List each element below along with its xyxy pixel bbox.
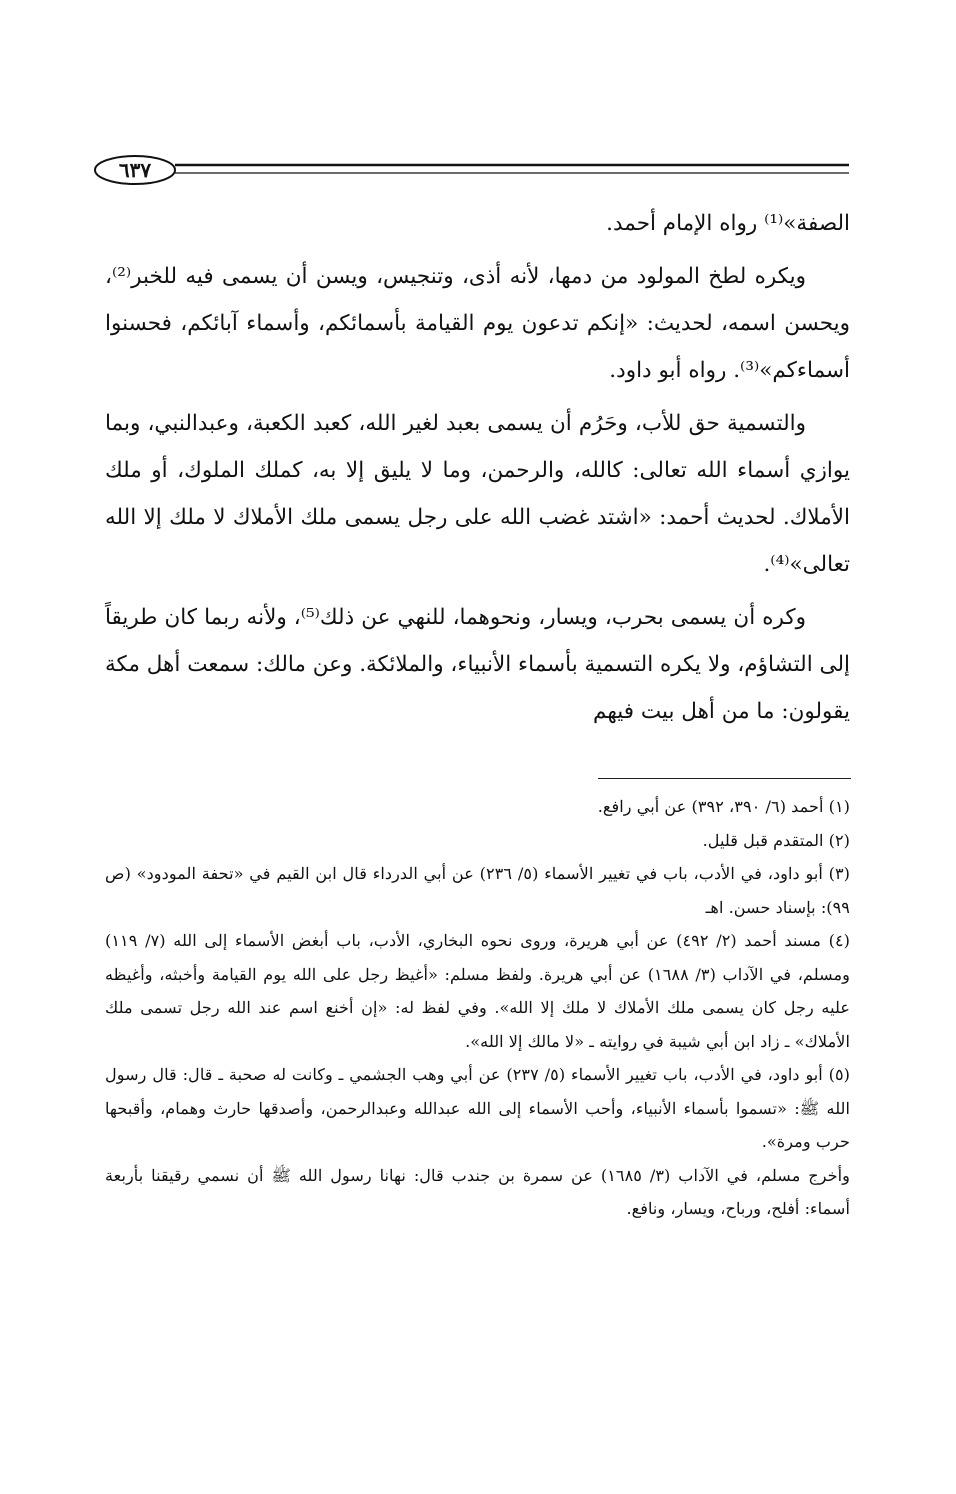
- footnote: (٤) مسند أحمد (٢/ ٤٩٢) عن أبي هريرة، وروى نحوه البخاري، الأدب، باب أبغض الأسماء إلى الله (٧/ ١١٩) ومسلم، في الآداب (٣/ ١٦٨٨) عن أبي هريرة. ولفظ مسلم: «أغيظ رجل على الله يوم القيامة وأخبثه، وأغيظه عليه رجل كان يسمى ملك الأملاك لا ملك إلا الله». وفي لفظ له: «إن أخنع اسم عند الله رجل تسمى ملك الأملاك» ـ زاد ابن أبي شيبة في روايته ـ «لا مالك إلا الله».: [105, 931, 850, 1051]
- paragraph: وكره أن يسمى بحرب، ويسار، ونحوهما، للنهي عن ذلك⁽⁵⁾، ولأنه ربما كان طريقاً إلى التشاؤم، ولا يكره التسمية بأسماء الأنبياء، والملائكة. وعن مالك: سمعت أهل مكة يقولون: ما من أهل بيت فيهم: [105, 605, 850, 724]
- main-text: [105, 200, 850, 741]
- footnote: (٥) أبو داود، في الأدب، باب تغيير الأسماء (٥/ ٢٣٧) عن أبي وهب الجشمي ـ وكانت له صحبة ـ قال: قال رسول الله ﷺ: «تسموا بأسماء الأنبياء، وأحب الأسماء إلى الله عبدالله وعبدالرحمن، وأصدقها حارث وهمام، وأقبحها حرب ومرة».: [105, 1065, 850, 1151]
- footnote: (١) أحمد (٦/ ٣٩٠، ٣٩٢) عن أبي رافع.: [597, 797, 850, 816]
- footnote: وأخرج مسلم، في الآداب (٣/ ١٦٨٥) عن سمرة بن جندب قال: نهانا رسول الله ﷺ أن نسمي رقيقنا بأربعة أسماء: أفلح، ورباح، ويسار، ونافع.: [105, 1165, 850, 1218]
- page-number: ٦٣٧: [118, 158, 152, 182]
- paragraph: ويكره لطخ المولود من دمها، لأنه أذى، وتنجيس، ويسن أن يسمى فيه للخبر⁽²⁾، ويحسن اسمه، لحديث: «إنكم تدعون يوم القيامة بأسمائكم، وأسماء آبائكم، فحسنوا أسماءكم»⁽³⁾. رواه أبو داود.: [105, 264, 850, 383]
- header-ornament: [92, 150, 849, 200]
- footnotes: [105, 790, 850, 1226]
- paragraph: والتسمية حق للأب، وحَرُم أن يسمى بعبد لغير الله، كعبد الكعبة، وعبدالنبي، وبما يوازي أسماء الله تعالى: كالله، والرحمن، وما لا يليق إلا به، كملك الملوك، أو ملك الأملاك. لحديث أحمد: «اشتد غضب الله على رجل يسمى ملك الأملاك لا ملك إلا الله تعالى»⁽⁴⁾.: [105, 411, 850, 577]
- page-header: [92, 150, 849, 200]
- paragraph: الصفة»⁽¹⁾ رواه الإمام أحمد.: [606, 211, 850, 236]
- footnote: (٣) أبو داود، في الأدب، باب في تغيير الأسماء (٥/ ٢٣٦) عن أبي الدرداء قال ابن القيم في «تحفة المودود» (ص ٩٩): بإسناد حسن. اهـ: [105, 864, 850, 917]
- footnote: (٢) المتقدم قبل قليل.: [702, 830, 850, 850]
- footnote-separator: [598, 778, 851, 779]
